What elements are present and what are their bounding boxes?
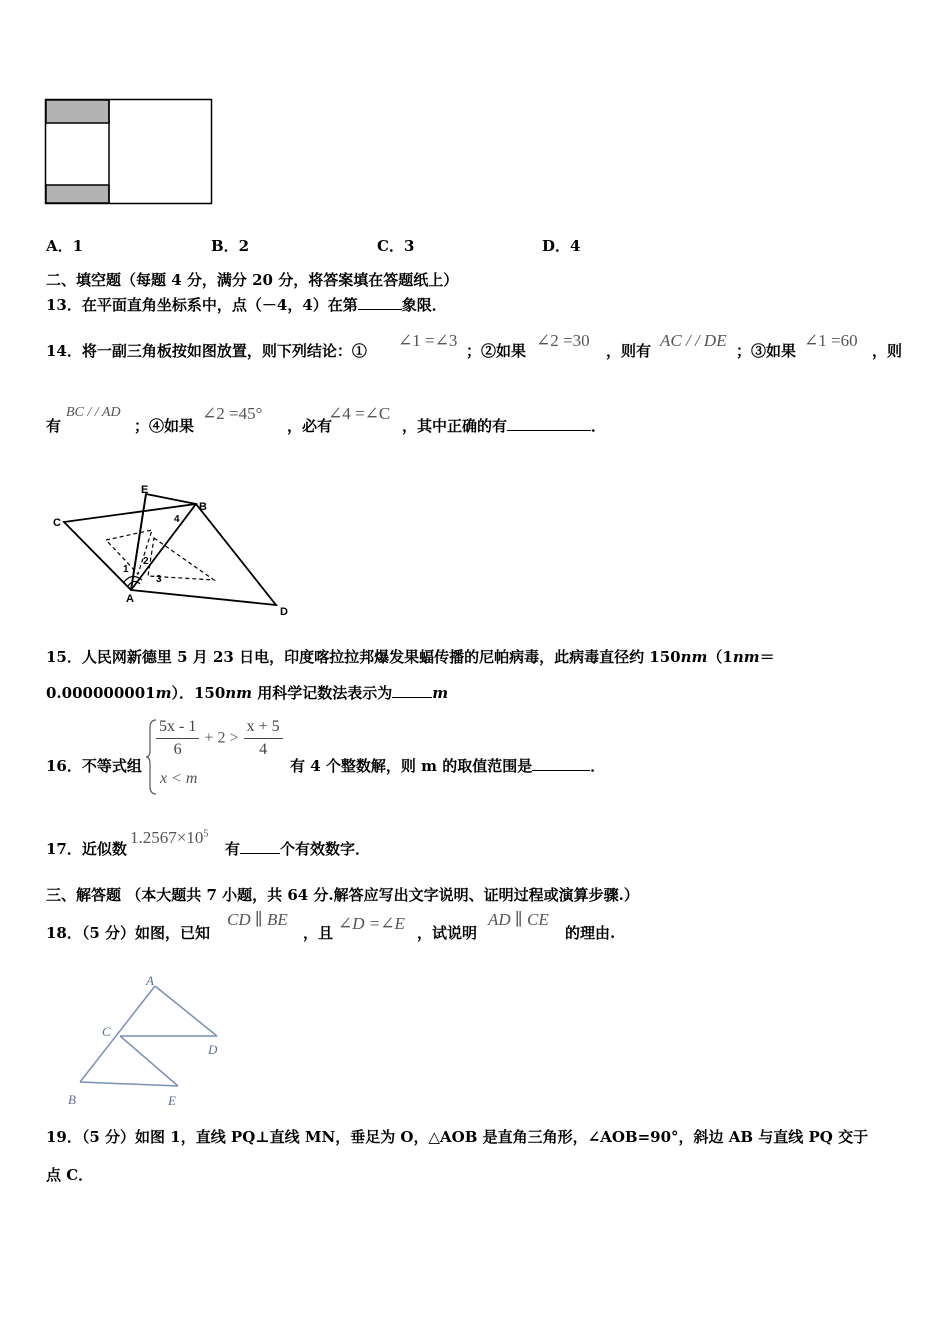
q17-math — [130, 828, 208, 848]
q17-answer-blank — [240, 839, 280, 854]
q14-line2-d — [402, 416, 606, 436]
q16-frac-1 — [156, 716, 199, 761]
q18-text-b: ，且 — [303, 924, 334, 942]
q15-line1-text: 15．人民网新德里 5 月 23 日电，印度喀拉拉邦爆发果蝠传播的尼帕病毒，此病毒直径约 150 — [46, 648, 681, 666]
q17-text-a: 17．近似数 — [46, 840, 127, 858]
q14-dashed-triangle-left — [106, 530, 152, 574]
q14-line1-b: ；②如果 — [466, 342, 527, 360]
q18-text-d: 的理由. — [565, 924, 616, 942]
q14-line2-e: ． — [591, 417, 607, 435]
q18-figure — [62, 972, 232, 1112]
q15-unit-nm2: nm — [732, 648, 760, 666]
q15-unit-nm: nm — [680, 648, 708, 666]
q19-line1: 19．（5 分）如图 1，直线 PQ⊥直线 MN，垂足为 O，△AOB 是直角三角形，∠AOB=90°，斜边 AB 与直线 PQ 交于 — [46, 1128, 869, 1146]
q14-line2-b: ；④如果 — [134, 417, 195, 435]
q13-text-a: 13．在平面直角坐标系中，点（－4，4）在第 — [46, 296, 358, 314]
q12-top-shaded-block — [46, 100, 109, 123]
q14-math-3: AC / / DE — [660, 331, 727, 350]
q14-label-4: 4 — [174, 514, 180, 525]
q15-unit-m: m — [155, 684, 172, 702]
q15-line2-b: ）．150 — [171, 684, 226, 702]
q14-quad-cbda — [64, 504, 276, 605]
q16-text-a: 16．不等式组 — [46, 757, 142, 775]
q15-line1-b: （1 — [707, 648, 733, 666]
q15-unit-m2: m — [432, 684, 449, 702]
section3-heading: 三、解答题 （本大题共 7 小题，共 64 分.解答应写出文字说明、证明过程或演算步骤.） — [46, 886, 639, 904]
q18-label-a: A — [146, 973, 154, 988]
q18-label-b: B — [68, 1092, 76, 1107]
q12-option-c: C．3 — [377, 237, 415, 255]
q14-line1-e: ，则 — [872, 342, 903, 360]
q16-inequality-2: x < m — [160, 770, 198, 787]
q16-text-b — [290, 756, 605, 776]
q16-plus2: + 2 > — [204, 729, 239, 747]
q12-option-d: D．4 — [542, 237, 581, 255]
q14-math-1: ∠1 =∠3 — [398, 331, 458, 350]
q12-option-b: B．2 — [211, 237, 250, 255]
q16-frac1-num: 5x - 1 — [156, 716, 199, 739]
q14-figure — [46, 478, 306, 626]
q14-label-a: A — [126, 593, 134, 605]
q14-label-e: E — [141, 484, 149, 496]
q16-frac-2 — [244, 716, 283, 761]
q14-line2-d-text: ，其中正确的有 — [402, 417, 508, 435]
q14-label-c: C — [53, 517, 61, 529]
q14-math-5: BC / / AD — [66, 405, 121, 420]
q13-answer-blank — [358, 295, 402, 310]
q15-answer-blank — [392, 683, 432, 698]
q15-line2-c: 用科学记数法表示为 — [252, 684, 393, 702]
section2-heading: 二、填空题（每题 4 分，满分 20 分，将答案填在答题纸上） — [46, 271, 459, 289]
q14-math-7: ∠4 =∠C — [328, 404, 391, 423]
q16-inequality-1 — [156, 716, 283, 761]
q16-answer-blank — [532, 756, 590, 771]
q14-math-2: ∠2 =30 — [536, 331, 590, 350]
q17-text-b — [225, 839, 370, 859]
q12-bottom-shaded-block — [46, 185, 109, 203]
q14-answer-blank — [507, 416, 591, 431]
q18-math-2: ∠D =∠E — [338, 914, 405, 933]
q18-label-d: D — [208, 1042, 218, 1057]
q14-label-1: 1 — [123, 564, 129, 575]
q14-label-d: D — [280, 606, 288, 618]
q14-line1-c: ，则有 — [606, 342, 652, 360]
q15-line2 — [46, 683, 448, 703]
q17-text-c: 个有效数字． — [280, 840, 371, 858]
q18-label-e: E — [168, 1093, 176, 1108]
q12-option-a: A．1 — [46, 237, 84, 255]
q16-text-c: ． — [590, 757, 606, 775]
q13 — [46, 295, 447, 315]
q14-label-b: B — [199, 501, 207, 513]
q14-line2-a: 有 — [46, 417, 62, 435]
q15-line1-c: ＝ — [759, 648, 775, 666]
q16-frac2-den: 4 — [259, 741, 268, 758]
q18-math-3: AD ∥ CE — [488, 910, 549, 929]
q14-math-4: ∠1 =60 — [804, 331, 858, 350]
q18-math-1: CD ∥ BE — [227, 910, 288, 929]
q16-frac1-den: 6 — [173, 741, 182, 758]
q16-text-b-text: 有 4 个整数解，则 m 的取值范围是 — [290, 757, 533, 775]
q17-math-exponent: 5 — [203, 828, 209, 840]
q14-math-6: ∠2 =45° — [202, 404, 263, 423]
q13-text-b: 象限． — [401, 296, 447, 314]
q18-text-a: 18．（5 分）如图，已知 — [46, 924, 211, 942]
q14-line2-c: ，必有 — [287, 417, 333, 435]
q17-math-base: 1.2567×10 — [130, 828, 204, 847]
q16-frac2-num: x + 5 — [244, 716, 283, 739]
q19-line2: 点 C． — [46, 1166, 94, 1184]
q15-unit-nm3: nm — [225, 684, 253, 702]
q17-text-b-text: 有 — [225, 840, 241, 858]
q18-label-c: C — [102, 1024, 111, 1039]
q18-text-c: ，试说明 — [417, 924, 478, 942]
q12-figure — [44, 98, 216, 208]
q15-line1 — [46, 647, 775, 667]
q14-line1-d: ；③如果 — [736, 342, 797, 360]
q14-line1: 14．将一副三角板按如图放置，则下列结论：① — [46, 342, 367, 360]
q14-label-2: 2 — [143, 556, 149, 567]
q14-label-3: 3 — [156, 574, 162, 585]
q15-line2-a: 0.000000001 — [46, 684, 156, 702]
